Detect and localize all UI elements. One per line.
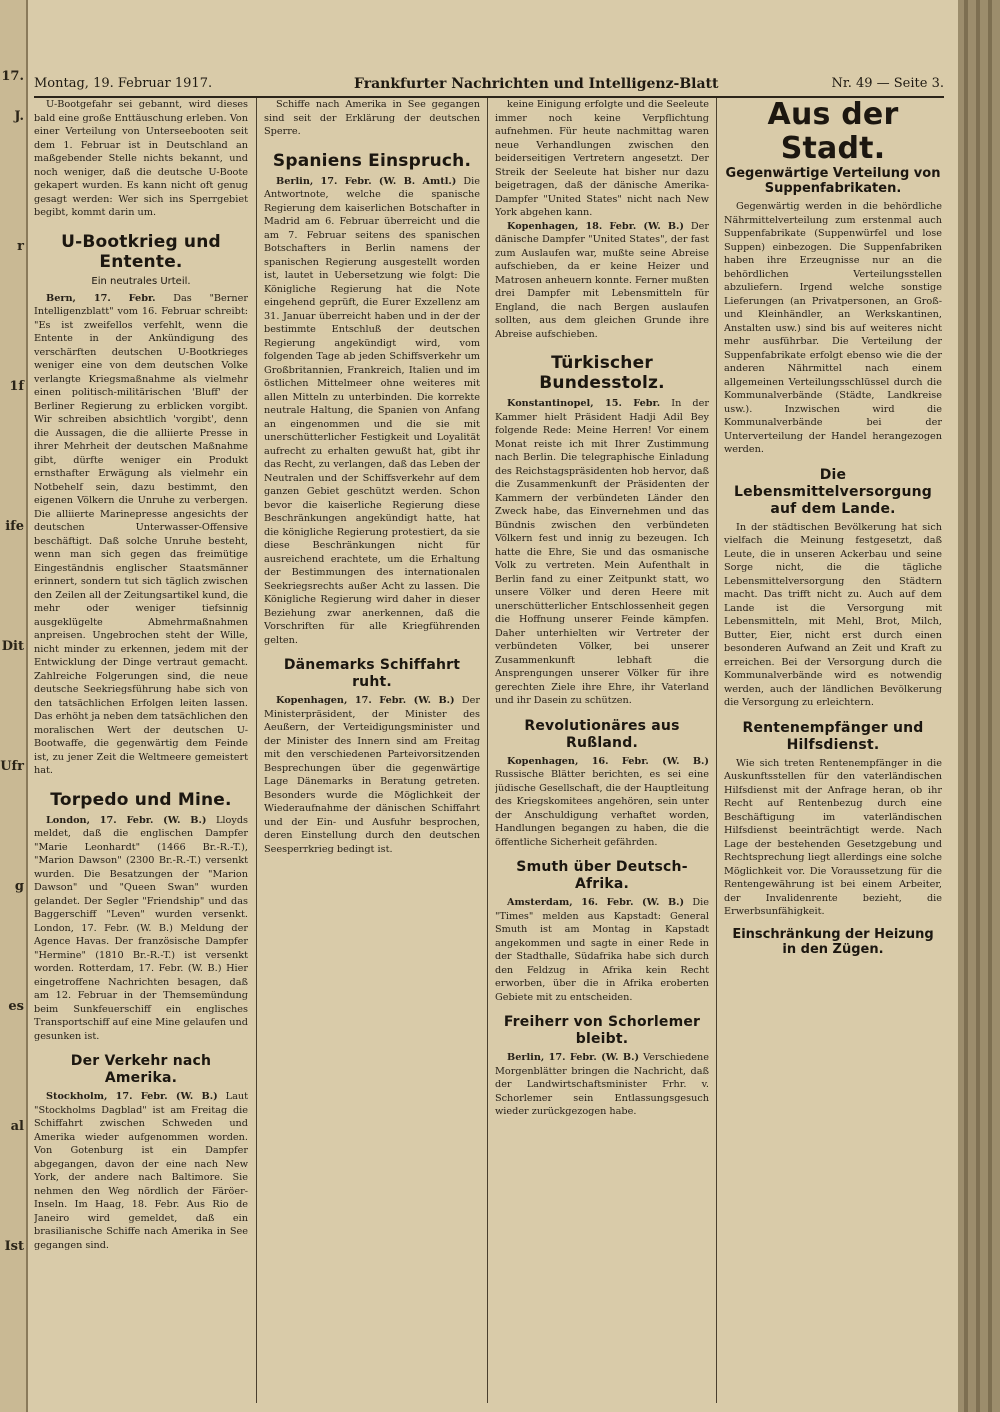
headline-rentenempfaenger: Rentenempfänger und Hilfsdienst. — [742, 719, 924, 753]
article-body: Kopenhagen, 17. Febr. (W. B.) Der Ministerpräsident, der Minister des Aeußern, der Verteidigungsminister und der Minister des Innern sind am Freitag mit den verschiedenen Parteivorsitzenden Besprechungen über die gegenwärtige Lage Dänemarks in Beratung getreten. Besonders wurde die Möglichkeit der Wiederaufnahme der dänischen Schiffahrt und der Ein- und Ausfuhr besprochen, deren Einstellung durch den deutschen Seesperrkrieg bedingt ist. — [264, 695, 480, 855]
article-body: London, 17. Febr. (W. B.) Lloyds meldet, daß die englischen Dampfer "Marie Leonhardt" (1466 Br.-R.-T.), "Marion Dawson" (2300 Br.-R.-T.) versenkt wurden. Die Besatzungen der "Marion Dawson" und "Queen Swan" wurden gelandet. Der Segler "Friendship" und das Baggerschiff "Leven" wurden versenkt. London, 17. Febr. (W. B.) Meldung der Agence Havas. Der französische Dampfer "Hermine" (1810 Br.-R.-T.) ist versenkt worden. Rotterdam, 17. Febr. (W. B.) Hier eingetroffene Nachrichten besagen, daß am 12. Februar in der Themsemündung beim Sunkfeuerschiff ein englisches Transportschiff auf eine Mine gelaufen und gesunken ist. — [34, 814, 248, 1042]
adjacent-page-edge — [0, 0, 28, 1412]
article-continuation: U-Bootgefahr sei gebannt, wird dieses bald eine große Enttäuschung erleben. Von einer Verteilung von Unterseebooten seit dem 1. Februar ist in Deutschland an maßgebender Stelle nichts bekannt, und noch weniger, daß die deutsche U-Boote gekapert wurden. Es kann nicht oft genug gesagt werden: Wer sich ins Sperrgebiet begibt, kommt darin um. — [34, 99, 248, 218]
article-body: Berlin, 17. Febr. (W. B. Amtl.) Die Antwortnote, welche die spanische Regierung dem kaiserlichen Botschafter in Madrid am 6. Februar überreicht und die am 7. Februar seitens des spanischen Botschafters in Berlin namens der spanischen Regierung ausgestellt worden ist, lautet in Uebersetzung wie folgt: Die Königliche Regierung hat die Note eingehend geprüft, die Eurer Exzellenz am 31. Januar überreicht haben und in der der bestimmte Entschluß der deutschen Regierung angekündigt wird, vom folgenden Tage ab jeden Schiffsverkehr um Großbritannien, Frankreich, Italien und im östlichen Mittelmeer ohne weiteres mit allen Mitteln zu unterbinden. Die korrekte neutrale Haltung, die Spanien von Anfang an eingenommen und die sie mit unerschütterlicher Festigkeit und Loyalität aufrecht zu erhalten gewußt hat, gibt ihr das Recht, zu verlangen, daß das Leben der Neutralen und der Schiffsverkehr auf dem ganzen Gebiet geschützt werden. Schon bevor die kaiserliche Regierung diese Beschränkungen angekündigt hatte, hat die königliche Regierung protestiert, da sie diese Beschränkungen nicht für ausreichend erachtete, um die Erhaltung der Bestimmungen des internationalen Seekriegsrechts außer Acht zu lassen. Die Königliche Regierung wird daher in dieser Beziehung zwar anerkennen, daß die Vorschriften für alle Kriegführenden gelten. — [264, 175, 480, 646]
article-body: Kopenhagen, 16. Febr. (W. B.) Russische Blätter berichten, es sei eine jüdische Gesellschaft, die der Hauptleitung des Kriegskomitees angehören, sein unter der Anschuldigung verhaftet worden, Handlungen begangen zu haben, die die öffentliche Sicherheit gefährden. — [495, 755, 709, 848]
headline-smuth-deutsch-afrika: Smuth über Deutsch-Afrika. — [516, 859, 688, 892]
headline-daenemarks-schiffahrt: Dänemarks Schiffahrt ruht. — [283, 657, 461, 690]
edge-fragment: 17. — [1, 69, 24, 84]
article-body: In der städtischen Bevölkerung hat sich vielfach die Meinung festgesetzt, daß Leute, die in unseren Ackerbau und seine Sorge nicht, die die tägliche Lebensmittelversorgung den Städtern macht. Das trifft nicht zu. Auch auf dem Lande ist die Versorgung mit Lebensmitteln, mit Mehl, Brot, Milch, Butter, Eier, nicht erst durch einen besonderen Aufwand an Zeit und Kraft zu erreichen. Bei der Versorgung durch die Kommunalverbände wird es notwendig werden, auch der ländlichen Bevölkerung die Versorgung zu erleichtern. — [724, 521, 942, 708]
article-continuation: Schiffe nach Amerika in See gegangen sind seit der Erklärung der deutschen Sperre. — [264, 99, 480, 137]
edge-fragment: J. — [14, 109, 24, 124]
headline-heizung-zuegen: Einschränkung der Heizung in den Zügen. — [732, 926, 934, 957]
headline-lebensmittelversorgung: Die Lebensmittelversorgung auf dem Lande. — [733, 466, 933, 517]
column-rule — [716, 98, 717, 1403]
dateline: Berlin, 17. Febr. (W. B.) — [507, 1052, 640, 1063]
dateline: Stockholm, 17. Febr. (W. B.) — [46, 1091, 218, 1102]
page-number: Nr. 49 — Seite 3. — [831, 76, 944, 91]
article-body: Konstantinopel, 15. Febr. In der Kammer hielt Präsident Hadji Adil Bey folgende Rede: Meine Herren! Vor einem Monat reiste ich mit Ihrer Zustimmung nach Berlin. Die telegraphische Einladung des Reichstagspräsidenten hob hervor, daß die Zusammenkunft der Präsidenten der Kammern der verbündeten Länder den Zweck habe, das Einvernehmen und das Bündnis zwischen den verbündeten Völkern fest und innig zu bezeugen. Ich hatte die Ehre, Sie und das osmanische Volk zu vertreten. Mein Aufenthalt in Berlin fand zu einer Zeitpunkt statt, wo unsere Völker und deren Heere mit unerschütterlicher Entschlossenheit gegen die Hoffnung unserer Feinde kämpfen. Daher unterhielten wir Vertreter der verbündeten Völker, bei unserer Zusammenkunft lebhaft die Ansprengungen unserer Völker für ihre gerechten Ziele ihre Ehre, ihr Vaterland und ihr Dasein zu schützen. — [495, 398, 709, 706]
edge-fragment: ife — [5, 519, 24, 534]
dateline: Kopenhagen, 16. Febr. (W. B.) — [507, 755, 709, 767]
section-title-aus-der-stadt: Aus der Stadt. — [767, 98, 899, 166]
headline-tuerkischer-bundesstolz: Türkischer Bundesstolz. — [539, 353, 665, 393]
dateline: Berlin, 17. Febr. (W. B. Amtl.) — [276, 175, 457, 187]
column-rule — [487, 98, 488, 1403]
edge-fragment: es — [8, 999, 24, 1014]
masthead-title: Frankfurter Nachrichten und Intelligenz-Blatt — [354, 76, 719, 92]
page-sheet — [34, 58, 944, 1408]
dateline: Konstantinopel, 15. Febr. — [507, 398, 661, 409]
edge-fragment: 1f — [9, 379, 24, 394]
page-header — [34, 74, 944, 98]
dateline: Bern, 17. Febr. — [46, 292, 156, 304]
article-continuation: keine Einigung erfolgte und die Seeleute immer noch keine Verpflichtung aufnehmen. Für heute nachmittag waren neue Verhandlungen zwischen den beiderseitigen Vertretern angesetzt. Der Streik der Seeleute hat bisher nur dazu beigetragen, daß der dänische Amerika-Dampfer "United States" nicht nach New York abgehen kann. Kopenhagen, 18. Febr. (W. B.) Der dänische Dampfer "United States", der fast zum Auslaufen war, mußte seine Abreise aufschieben, da er keine Heizer und Matrosen anheuern konnte. Ferner mußten drei Dampfer mit Lebensmitteln für England, die nach Bergen auslaufen sollten, aus dem gleichen Grunde ihre Abreise aufschieben. — [495, 99, 709, 340]
column-3 — [495, 98, 709, 1408]
headline-u-bootkrieg: U-Bootkrieg und Entente. — [61, 231, 221, 272]
edge-fragment: r — [17, 239, 24, 254]
edge-fragment: Ufr — [0, 759, 24, 774]
article-body: Bern, 17. Febr. Das "Berner Intelligenzblatt" vom 16. Februar schreibt: "Es ist zweifellos verfehlt, wenn die Entente in der Ankündigung des verschärften deutschen U-Bootkrieges weniger eine von dem deutschen Volke verlangte Kriegsmaßnahme als vielmehr einen politisch-militärischen 'Bluff' der Berliner Regierung zu erblicken vorgibt. Wir schreiben absichtlich 'vorgibt', denn die Aussagen, die die alliierte Presse in ihrer Mehrheit der deutschen Maßnahme gibt, dürfte weniger ein Produkt ernsthafter Erwägung als vielmehr ein Notbehelf sein, dazu bestimmt, den eigenen Völkern die Unruhe zu verbergen. Die alliierte Marinepresse angesichts der deutschen Unterwasser-Offensive beschäftigt. Daß solche Unruhe besteht, wenn man sich gegen das freimütige Eingeständnis englischer Staatsmänner erinnert, sondern tut sich täglich zwischen den Zeilen all der Zeitungsartikel kund, die mehr oder weniger tiefsinnig ausgeklügelte Abmehrmaßnahmen anpreisen. Ungebrochen steht der Wille, nicht minder zu erkennen, jedem mit der Entwicklung der Dinge vertraut gemacht. Zahlreiche Folgerungen sind, die neue deutsche Seekriegsführung habe sich von den tatsächlichen Erfolgen leiten lassen. Das erhöht ja neben dem tatsächlichen den moralischen Wert der deutschen U-Bootwaffe, die gegenwärtig dem Feinde ist, zu jener Zeit die Weltmeere gemeistert hat. — [34, 292, 248, 776]
column-1 — [34, 98, 248, 1408]
article-body: Amsterdam, 16. Febr. (W. B.) Die "Times" melden aus Kapstadt: General Smuth ist am Montag in Kapstadt angekommen und sagte in einer Rede in der Stadthalle, Südafrika habe sich durch den Feldzug in Afrika kein Recht erworben, über die in Afrika eroberten Gebiete mit zu entscheiden. — [495, 897, 709, 1003]
edge-fragment: g — [14, 879, 24, 894]
column-4 — [724, 98, 942, 1408]
headline-suppenfabrikate: Gegenwärtige Verteilung von Suppenfabrikaten. — [725, 166, 941, 196]
article-body: Wie sich treten Rentenempfänger in die Auskunftsstellen für den vaterländischen Hilfsdienst mit der Anfrage heran, ob ihr Recht auf Rentenbezug durch eine Beschäftigung im vaterländischen Hilfsdienst beeinträchtigt werde. Nach Lage der bestehenden Gesetzgebung und Rechtsprechung liegt allerdings eine solche Möglichkeit vor. Die Voraussetzung für die Rentengewährung ist bei einem Arbeiter, der Invalidenrente bezieht, die Erwerbsunfähigkeit. — [724, 757, 942, 917]
subheadline: Ein neutrales Urteil. — [91, 275, 191, 287]
column-rule — [256, 98, 257, 1403]
dateline: London, 17. Febr. (W. B.) — [46, 814, 207, 826]
article-body: Stockholm, 17. Febr. (W. B.) Laut "Stockholms Dagblad" ist am Freitag die Schiffahrt zwischen Schweden und Amerika wieder aufgenommen worden. Von Gotenburg ist ein Dampfer abgegangen, davon der eine nach New York, der andere nach Baltimore. Sie nehmen den Weg nördlich der Färöer-Inseln. Im Haag, 18. Febr. Aus Rio de Janeiro wird gemeldet, daß ein brasilianische Schiffe nach Amerika in See gegangen sind. — [34, 1091, 248, 1251]
edge-fragment: al — [10, 1119, 24, 1134]
headline-torpedo-mine: Torpedo und Mine. — [50, 789, 232, 810]
headline-verkehr-amerika: Der Verkehr nach Amerika. — [70, 1053, 212, 1086]
headline-spaniens-einspruch: Spaniens Einspruch. — [272, 150, 472, 171]
dateline: Kopenhagen, 18. Febr. (W. B.) — [507, 220, 685, 232]
dateline: Kopenhagen, 17. Febr. (W. B.) — [276, 695, 455, 706]
edge-fragment: Dit — [1, 639, 24, 654]
column-2 — [264, 98, 480, 1408]
book-binding-edge — [958, 0, 1000, 1412]
article-body: Berlin, 17. Febr. (W. B.) Verschiedene Morgenblätter bringen die Nachricht, daß der Landwirtschaftsminister Frhr. v. Schorlemer sein Entlassungsgesuch wieder zurückgezogen habe. — [495, 1052, 709, 1117]
headline-schorlemer: Freiherr von Schorlemer bleibt. — [503, 1014, 701, 1047]
dateline: Amsterdam, 16. Febr. (W. B.) — [507, 897, 685, 908]
edge-fragment: Ist — [4, 1239, 24, 1254]
issue-date: Montag, 19. Februar 1917. — [34, 76, 213, 91]
article-body: Gegenwärtig werden in die behördliche Nährmittelverteilung zum erstenmal auch Suppenfabrikate (Suppenwürfel und lose Suppen) einbezogen. Die Suppenfabriken haben ihre Erzeugnisse nur an die behördlichen Verteilungsstellen abzuliefern. Irgend welche sonstige Lieferungen (an Privatpersonen, an Groß- und Kleinhändler, an Werkskantinen, Anstalten usw.) sind bis auf weiteres nicht mehr ausführbar. Die Verteilung der Suppenfabrikate erfolgt ebenso wie die der anderen Nährmittel nach einem allgemeinen Verteilungsschlüssel durch die Kommunalverbände (Städte, Landkreise usw.). Inzwischen wird die Kommunalverbände bei der Unterverteilung der Handel herangezogen werden. — [724, 201, 942, 455]
headline-revolutionaeres-russland: Revolutionäres aus Rußland. — [524, 717, 680, 751]
